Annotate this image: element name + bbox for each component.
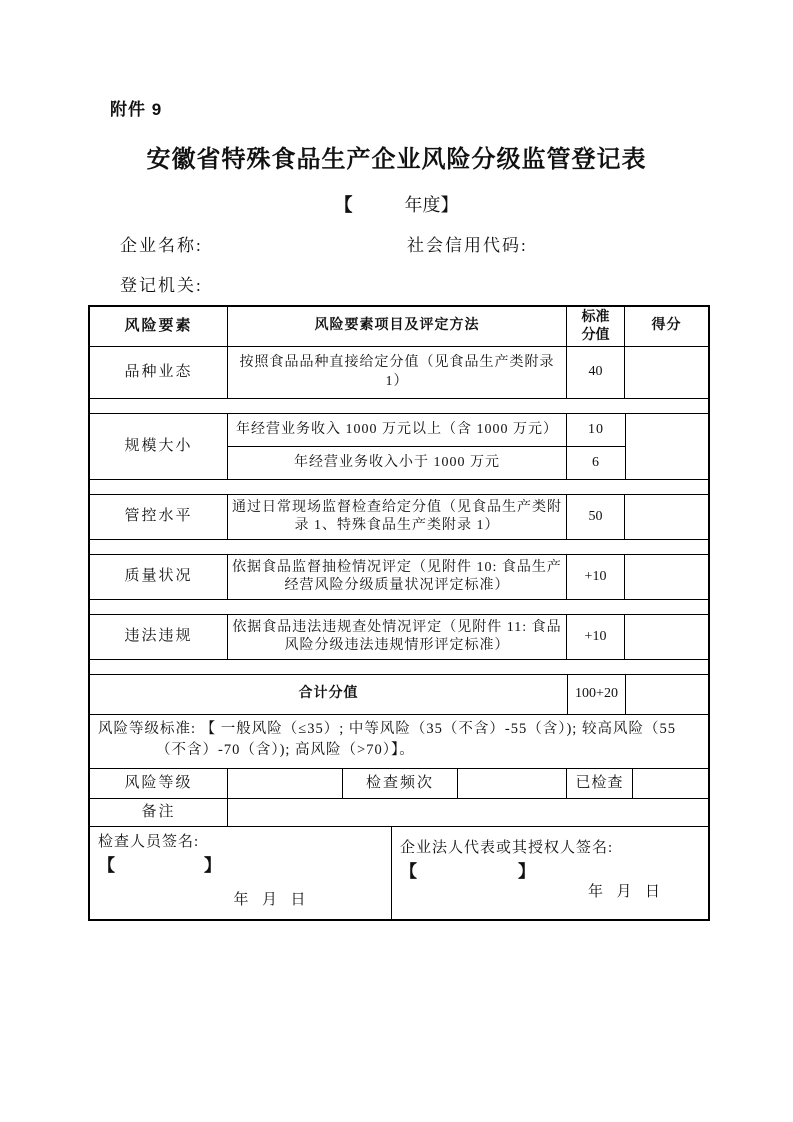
score-cell-quality [625, 555, 708, 599]
method-violation: 依据食品违法违规查处情况评定（见附件 11: 食品风险分级违法违规情形评定标准） [228, 615, 567, 659]
legal-signature-brackets [400, 861, 536, 883]
factor-control: 管控水平 [90, 495, 228, 539]
inspector-signature-brackets [98, 855, 222, 877]
bracket-close: 】 [518, 861, 536, 881]
standard-score-variety: 40 [567, 347, 625, 398]
method-variety: 按照食品品种直接给定分值（见食品生产类附录 1） [228, 347, 567, 398]
grade-standard-row [90, 715, 708, 769]
col-header-risk-factor: 风险要素 [90, 307, 228, 346]
table-row-variety [90, 347, 708, 399]
score-cell-variety [625, 347, 708, 398]
factor-violation: 违法违规 [90, 615, 228, 659]
method-scale-low: 年经营业务收入小于 1000 万元 [228, 447, 567, 479]
inspector-signature-label: 检查人员签名: [98, 834, 200, 850]
inspection-frequency-value-cell [458, 769, 567, 798]
table-row-total [90, 675, 708, 715]
remark-row [90, 799, 708, 827]
separator-row [90, 540, 708, 555]
separator-row [90, 399, 708, 414]
separator-row [90, 660, 708, 675]
inspected-label: 已检查 [567, 769, 633, 798]
year-line [0, 191, 793, 217]
method-quality: 依据食品监督抽检情况评定（见附件 10: 食品生产经营风险分级质量状况评定标准） [228, 555, 567, 599]
standard-score-text: 标准分值 [581, 310, 610, 343]
page-title: 安徽省特殊食品生产企业风险分级监管登记表 [146, 147, 647, 173]
scale-subrows [228, 414, 626, 479]
score-cell-violation [625, 615, 708, 659]
score-cell-control [625, 495, 708, 539]
scale-subrow-high [228, 414, 625, 447]
standard-score-scale-low: 6 [592, 454, 600, 470]
inspected-value-cell [633, 769, 708, 798]
standard-score-violation: +10 [567, 615, 625, 659]
standard-score-quality: +10 [567, 555, 625, 599]
bracket-close: 】 [204, 855, 222, 875]
remark-label: 备注 [90, 799, 228, 826]
grade-standard-line2: （不含）-70（含）); 高风险（>70）】。 [156, 742, 415, 759]
remark-value-cell [228, 799, 708, 826]
inspector-signature-cell [90, 827, 392, 919]
standard-score-control: 50 [567, 495, 625, 539]
score-cell-scale [626, 414, 708, 479]
table-row-control [90, 495, 708, 540]
table-header-row [90, 307, 708, 347]
col-header-score: 得分 [651, 318, 682, 334]
year-label: 年度】 [404, 195, 459, 215]
enterprise-name-label: 企业名称: [120, 236, 203, 255]
bracket-open: 【 [400, 861, 418, 881]
scale-subrow-low [228, 447, 625, 479]
separator-row [90, 480, 708, 495]
total-standard-score: 100+20 [568, 675, 626, 714]
inspector-date-line: 年 月 日 [233, 892, 308, 909]
col-header-standard-score [567, 307, 625, 346]
factor-quality: 质量状况 [90, 555, 228, 599]
factor-variety: 品种业态 [90, 347, 228, 398]
table-row-violation [90, 615, 708, 660]
year-bracket-open: 【 [334, 195, 353, 215]
grade-standard-line1: 风险等级标准: 【 一般风险（≤35）; 中等风险（35（不含）-55（含）); 较高风险（55 [98, 721, 676, 737]
risk-table [88, 305, 710, 921]
risk-grade-label: 风险等级 [90, 769, 228, 798]
bracket-open: 【 [98, 855, 116, 875]
signature-row [90, 827, 708, 919]
risk-grade-value-cell [228, 769, 343, 798]
table-row-quality [90, 555, 708, 600]
grade-row [90, 769, 708, 799]
legal-representative-signature-label: 企业法人代表或其授权人签名: [400, 839, 614, 856]
separator-row [90, 600, 708, 615]
legal-representative-signature-cell [392, 827, 708, 919]
col-header-method: 风险要素项目及评定方法 [228, 307, 567, 346]
credit-code-label: 社会信用代码: [407, 236, 528, 255]
attachment-label: 附件 9 [110, 100, 163, 119]
total-label: 合计分值 [90, 675, 568, 714]
factor-scale: 规模大小 [90, 414, 228, 479]
inspection-frequency-label: 检查频次 [343, 769, 458, 798]
standard-score-scale-high: 10 [588, 421, 604, 437]
table-row-scale [90, 414, 708, 480]
total-score-cell [626, 675, 708, 714]
method-scale-high: 年经营业务收入 1000 万元以上（含 1000 万元） [228, 414, 567, 446]
method-control: 通过日常现场监督检查给定分值（见食品生产类附录 1、特殊食品生产类附录 1） [228, 495, 567, 539]
legal-date-line: 年 月 日 [587, 884, 662, 901]
registration-authority-label: 登记机关: [120, 276, 203, 295]
